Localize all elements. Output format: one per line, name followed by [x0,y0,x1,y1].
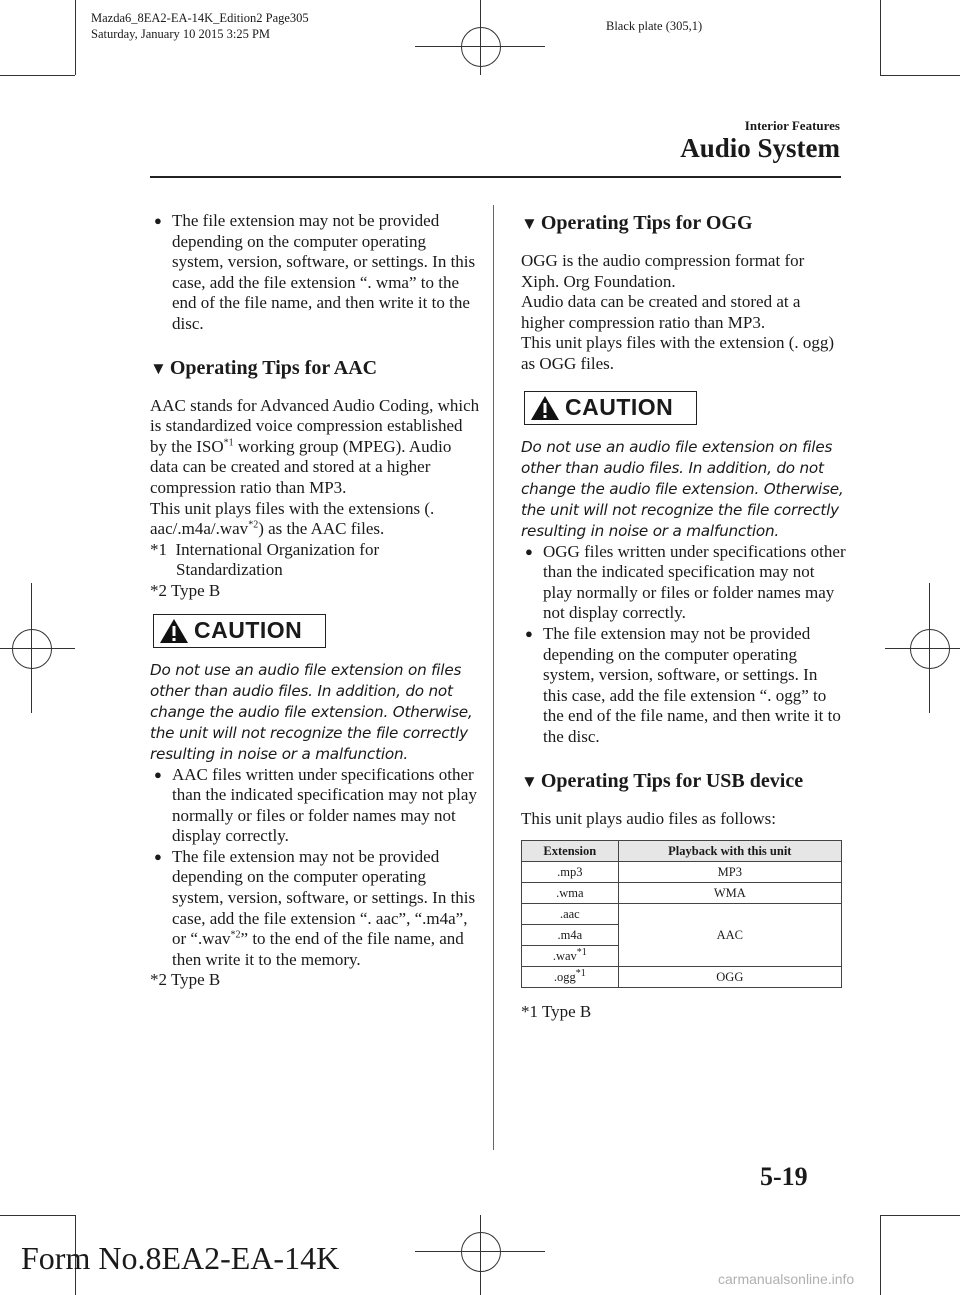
footnote-ref: *2 [230,929,241,941]
caution-word: CAUTION [565,394,674,421]
table-cell: .mp3 [522,862,619,883]
heading-aac [150,356,480,381]
plate-right: Black plate (305,1) [606,19,703,33]
triangle-down-icon: ▼ [150,358,167,378]
caution-label [524,391,697,425]
bullet-icon: ● [154,848,162,864]
bullet-text: ” to the end of the file name, and then write it to the memory. [172,929,464,969]
footnote-2: *2 Type B [150,580,221,600]
table-cell: .aac [522,904,619,925]
table-header: Extension [522,841,619,862]
footnote-ref: *1 [223,437,234,449]
registration-mark-left [12,629,52,669]
heading-text: Operating Tips for USB device [540,769,804,792]
registration-line [929,583,930,713]
header-rule [150,176,841,178]
list-item [521,542,846,624]
warning-icon [154,615,194,647]
extension-table [521,840,842,988]
paragraph-text: This unit plays files with the extensions (. aac/.m4a/.wav [150,498,435,539]
paragraph-text: working group (MPEG). Audio data can be created and stored at a higher compression ratio than MP3. [150,436,452,497]
registration-line [885,648,960,649]
list-item [150,847,480,971]
table-cell: .wma [522,883,619,904]
bullet-icon: ● [154,213,162,228]
heading-ogg [521,211,846,236]
registration-mark-bottom [461,1232,501,1272]
right-column [521,211,846,1023]
footnote-ref: *1 [575,967,586,979]
plate-line2: Saturday, January 10 2015 3:25 PM [91,27,271,41]
footnote-text: International Organization for [175,539,380,559]
crop-mark [880,0,881,75]
warning-icon [525,392,565,424]
triangle-down-icon: ▼ [521,771,538,791]
registration-line [0,648,75,649]
bullet-text: AAC files written under specifications other than the indicated specification may not play normally or files or folder names may not display correctly. [172,764,477,846]
ogg-paragraph-1: OGG is the audio compression format for Xiph. Org Foundation. [521,251,805,291]
table-row [522,967,842,988]
table-header-row [522,841,842,862]
footnote-3: *2 Type B [150,970,221,990]
crop-mark [0,75,75,76]
table-cell: AAC [618,904,841,967]
plate-line1: Mazda6_8EA2-EA-14K_Edition2 Page305 [91,11,309,25]
registration-mark-right [910,629,950,669]
caution-text: Do not use an audio file extension on files other than audio files. In addition, do not change the audio file extension. Otherwise, the unit will not recognize the file correctly resulting in noise or a malfunction. [521,437,844,540]
table-header: Playback with this unit [618,841,841,862]
ogg-paragraph-3: This unit plays files with the extension (. ogg) as OGG files. [521,333,835,373]
table-cell: WMA [618,883,841,904]
registration-mark-top [461,27,501,67]
cell-text: .wav [552,949,577,964]
crop-mark [880,1215,881,1295]
page-number: 5-19 [760,1162,808,1191]
table-cell: .m4a [522,925,619,946]
list-item [521,624,846,748]
table-cell [522,946,619,967]
caution-text: Do not use an audio file extension on files other than audio files. In addition, do not change the audio file extension. Otherwise, the unit will not recognize the file correctly resulting in noise or a malfunction. [150,660,473,763]
bullet-text: The file extension may not be provided depending on the computer operating system, version, software, or settings. In this case, add the file extension “. aac”, “.m4a”, or “.wav [172,846,476,949]
table-row [522,883,842,904]
watermark: carmanualsonline.info [718,1271,855,1287]
left-column [150,211,480,991]
bullet-text: OGG files written under specifications other than the indicated specification may not play normally or files or folder names may not display correctly. [543,541,846,623]
bullet-text: The file extension may not be provided depending on the computer operating system, version, software, or settings. In this case, add the file extension “. ogg” to the end of the file name, and then write it to the disc. [543,623,841,746]
crop-mark [0,1215,75,1216]
footnote-1-cont: Standardization [176,560,283,580]
paragraph-text: ) as the AAC files. [258,519,385,539]
footnote-label: *1 [150,539,167,559]
heading-text: Operating Tips for OGG [540,212,753,234]
crop-mark [880,1215,960,1216]
usb-paragraph: This unit plays audio files as follows: [521,808,776,828]
heading-text: Operating Tips for AAC [169,356,378,379]
caution-label [153,614,326,648]
table-row [522,904,842,925]
table-row [522,862,842,883]
bullet-text: The file extension may not be provided depending on the computer operating system, version, software, or settings. In this case, add the file extension “. wma” to the end of the file name, and then write it to the disc. [172,211,476,333]
crop-mark [75,0,76,75]
table-cell [522,967,619,988]
aac-paragraph-1 [150,396,480,499]
cell-text: .ogg [553,970,576,985]
list-item [150,765,480,847]
caution-word: CAUTION [194,617,303,644]
footnote-ref: *2 [248,519,259,531]
bullet-icon: ● [525,543,533,559]
aac-paragraph-2 [150,499,480,540]
column-divider [493,205,494,1150]
registration-line [31,583,32,713]
plate-info [91,10,309,42]
registration-line [480,1215,481,1295]
form-number: Form No.8EA2-EA-14K [21,1240,340,1276]
page-title: Audio System [680,133,840,163]
list-item [150,211,480,335]
triangle-down-icon: ▼ [521,214,538,233]
footnote-1 [150,540,480,561]
table-footnote: *1 Type B [521,1002,592,1022]
registration-line [480,0,481,75]
table-cell: OGG [618,967,841,988]
heading-usb [521,769,846,794]
crop-mark [880,75,960,76]
bullet-icon: ● [154,766,162,782]
table-cell: MP3 [618,862,841,883]
bullet-icon: ● [525,625,533,641]
ogg-paragraph-2: Audio data can be created and stored at a higher compression ratio than MP3. [521,292,801,332]
footnote-ref: *1 [576,946,587,958]
paragraph-text: AAC stands for Advanced Audio Coding, which is standardized voice compression established by the ISO [150,395,480,456]
section-label: Interior Features [744,118,840,133]
